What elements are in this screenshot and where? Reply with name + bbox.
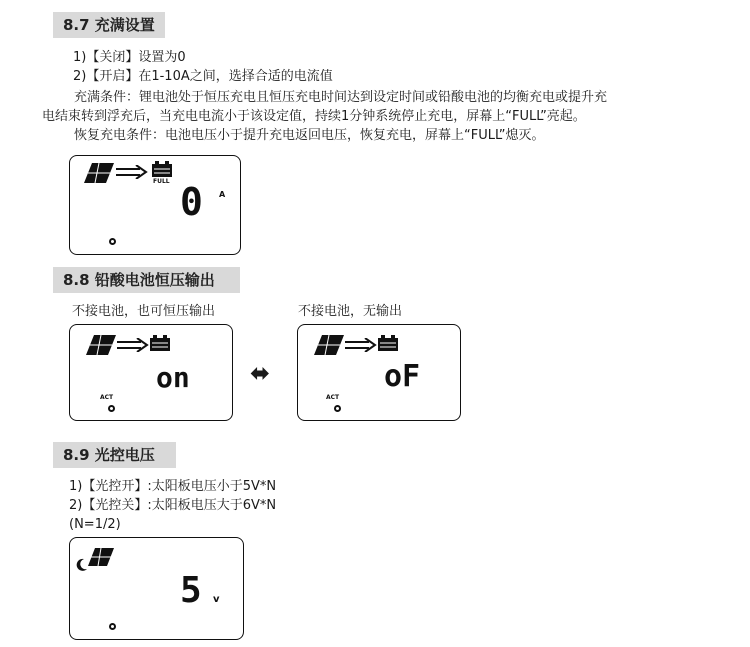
caption-no-output: 不接电池，无输出 [298,304,403,319]
full-setting-line-1: 1)【关闭】设置为0 [73,50,186,65]
battery-icon [152,161,172,177]
light-control-off-line: 2)【光控关】:太阳板电压大于6V*N [69,498,277,513]
lcd-light-control [69,537,244,640]
act-label: ACT [100,394,114,401]
solar-panel-icon [86,335,116,355]
light-control-note: (N=1/2) [69,517,121,532]
output-status-off: oF [384,359,421,394]
full-condition-line-1: 充满条件：锂电池处于恒压充电且恒压充电时间达到设定时间或铅酸电池的均衡充电或提升充 [74,90,608,105]
current-value: 0 [180,180,203,224]
output-status-on: on [156,361,190,394]
caption-with-output: 不接电池，也可恒压输出 [72,304,216,319]
gear-dot-icon [334,405,341,412]
gear-dot-icon [109,623,116,630]
gear-dot-icon [108,405,115,412]
arrow-right-icon [345,338,377,352]
section-title-8-7: 8.7 充满设置 [53,12,165,38]
section-title-8-9: 8.9 光控电压 [53,442,176,468]
gear-dot-icon [109,238,116,245]
swap-arrow-icon: ⬌ [250,359,271,387]
solar-panel-icon [88,548,114,566]
voltage-unit: v [213,594,220,605]
recharge-condition-line: 恢复充电条件：电池电压小于提升充电返回电压，恢复充电，屏幕上“FULL”熄灭。 [74,128,545,143]
battery-icon [378,335,398,351]
section-title-8-8: 8.8 铅酸电池恒压输出 [53,267,240,293]
current-unit: A [219,190,226,199]
act-label: ACT [326,394,340,401]
moon-icon [76,558,88,572]
solar-panel-icon [84,163,114,183]
solar-panel-icon [314,335,344,355]
lcd-full-setting [69,155,241,255]
lcd-output-off [297,324,461,421]
full-setting-line-2: 2)【开启】在1-10A之间，选择合适的电流值 [73,69,333,84]
light-control-on-line: 1)【光控开】:太阳板电压小于5V*N [69,479,277,494]
battery-icon [150,335,170,351]
full-condition-line-2: 电结束转到浮充后，当充电电流小于该设定值，持续1分钟系统停止充电，屏幕上“FULL”亮起。 [42,109,586,124]
arrow-right-icon [116,165,148,179]
light-control-voltage: 5 [180,570,202,611]
arrow-right-icon [117,338,149,352]
full-indicator: FULL [153,178,170,185]
lcd-output-on [69,324,233,421]
